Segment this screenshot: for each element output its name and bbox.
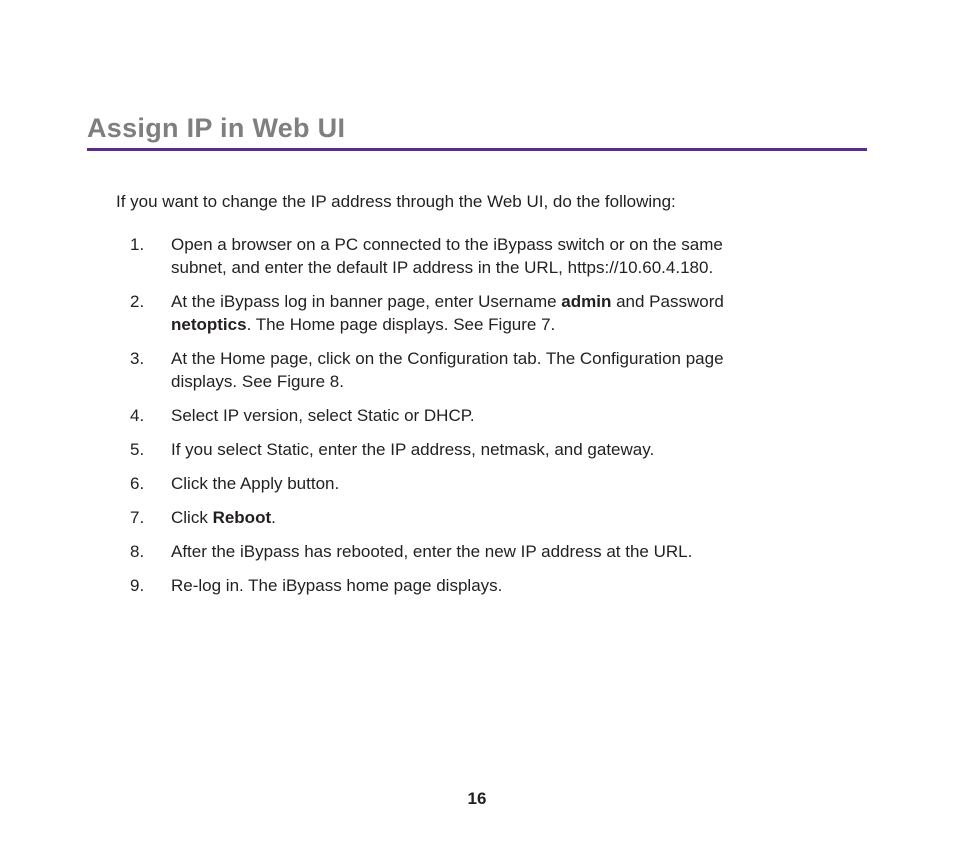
list-item bbox=[116, 506, 836, 529]
step-text: Click the Apply button. bbox=[171, 474, 340, 493]
step-number: 6. bbox=[130, 474, 145, 493]
step-number: 3. bbox=[130, 349, 145, 368]
password-value: netoptics bbox=[171, 315, 247, 334]
step-text bbox=[171, 233, 836, 279]
step-number: 2. bbox=[130, 292, 145, 311]
list-item bbox=[116, 404, 836, 427]
step-text: If you select Static, enter the IP address, netmask, and gateway. bbox=[171, 440, 655, 459]
step-text-segment: At the iBypass log in banner page, enter Username bbox=[171, 292, 562, 311]
title-underline bbox=[87, 148, 867, 151]
page-title: Assign IP in Web UI bbox=[87, 113, 346, 143]
list-item bbox=[116, 233, 836, 279]
step-text-line: displays. See Figure 8. bbox=[171, 372, 344, 391]
step-number: 9. bbox=[130, 576, 145, 595]
step-text bbox=[171, 290, 836, 336]
step-number: 7. bbox=[130, 508, 145, 527]
list-item bbox=[116, 472, 836, 495]
list-item bbox=[116, 290, 836, 336]
username-value: admin bbox=[561, 292, 612, 311]
step-text: After the iBypass has rebooted, enter the new IP address at the URL. bbox=[171, 542, 693, 561]
page-number: 16 bbox=[467, 789, 487, 808]
step-number: 1. bbox=[130, 235, 145, 254]
intro-paragraph: If you want to change the IP address through the Web UI, do the following: bbox=[116, 192, 676, 211]
reboot-term: Reboot bbox=[212, 508, 272, 527]
step-text-segment: . bbox=[271, 508, 276, 527]
list-item bbox=[116, 438, 836, 461]
step-number: 4. bbox=[130, 406, 145, 425]
step-text bbox=[171, 506, 836, 529]
list-item bbox=[116, 574, 836, 597]
step-text-segment: . The Home page displays. See Figure 7. bbox=[246, 315, 556, 334]
step-text-segment: Click bbox=[171, 508, 213, 527]
steps-list bbox=[116, 233, 836, 608]
list-item bbox=[116, 540, 836, 563]
step-text-line: At the Home page, click on the Configuration tab. The Configuration page bbox=[171, 349, 724, 368]
step-text-line: subnet, and enter the default IP address in the URL, https://10.60.4.180. bbox=[171, 258, 714, 277]
list-item bbox=[116, 347, 836, 393]
step-number: 5. bbox=[130, 440, 145, 459]
step-text: Re-log in. The iBypass home page displays. bbox=[171, 576, 503, 595]
step-text bbox=[171, 347, 836, 393]
step-number: 8. bbox=[130, 542, 145, 561]
step-text-line: Open a browser on a PC connected to the iBypass switch or on the same bbox=[171, 235, 723, 254]
step-text-segment: and Password bbox=[611, 292, 724, 311]
step-text: Select IP version, select Static or DHCP. bbox=[171, 406, 475, 425]
section-header bbox=[87, 112, 867, 151]
